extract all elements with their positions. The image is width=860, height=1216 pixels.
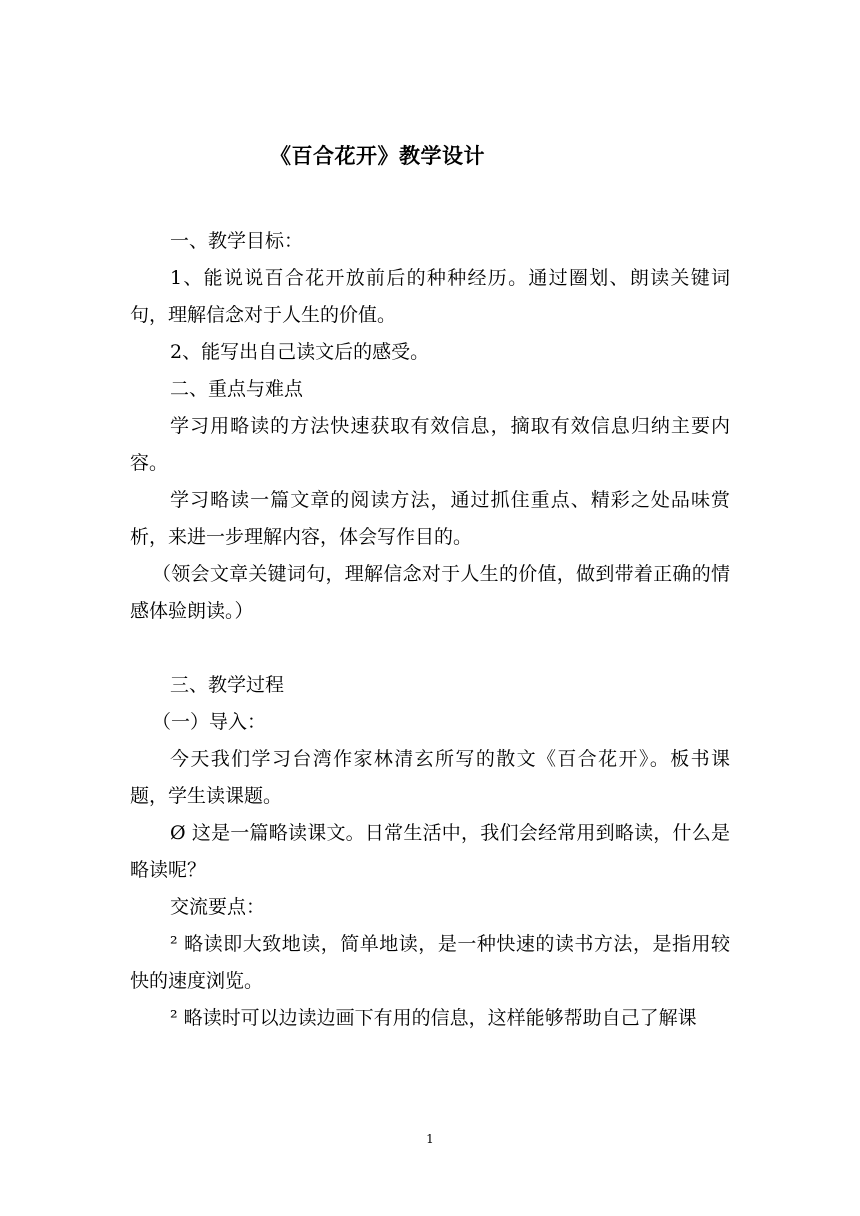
list-item: ² 略读时可以边读边画下有用的信息，这样能够帮助自己了解课 [170, 1007, 697, 1029]
document-title: 《百合花开》教学设计 [270, 143, 485, 168]
paragraph: 交流要点： [170, 896, 266, 918]
blank-line [130, 630, 730, 667]
paragraph: 1、能说说百合花开放前后的种种经历。通过圈划、朗读关键词句，理解信念对于人生的价值。 [130, 267, 730, 326]
list-item: ² 略读即大致地读，简单地读，是一种快速的读书方法，是指用较快的速度浏览。 [130, 933, 730, 992]
section-heading-objectives: 一、教学目标： [170, 230, 304, 252]
paragraph: （领会文章关键词句，理解信念对于人生的价值，做到带着正确的情感体验朗读。） [130, 563, 730, 622]
paragraph: 学习略读一篇文章的阅读方法，通过抓住重点、精彩之处品味赏析，来进一步理解内容，体会写作目的。 [130, 489, 730, 548]
document-body [130, 223, 730, 1037]
section-heading-process: 三、教学过程 [170, 674, 285, 696]
paragraph: Ø 这是一篇略读课文。日常生活中，我们会经常用到略读，什么是略读呢？ [130, 822, 730, 881]
paragraph: 今天我们学习台湾作家林清玄所写的散文《百合花开》。板书课题，学生读课题。 [130, 748, 730, 807]
paragraph: 学习用略读的方法快速获取有效信息，摘取有效信息归纳主要内容。 [130, 415, 730, 474]
subsection-heading-intro: （一）导入： [152, 711, 267, 733]
section-heading-key-points: 二、重点与难点 [170, 378, 304, 400]
page-number: 1 [426, 1132, 434, 1146]
paragraph: 2、能写出自己读文后的感受。 [170, 341, 430, 363]
